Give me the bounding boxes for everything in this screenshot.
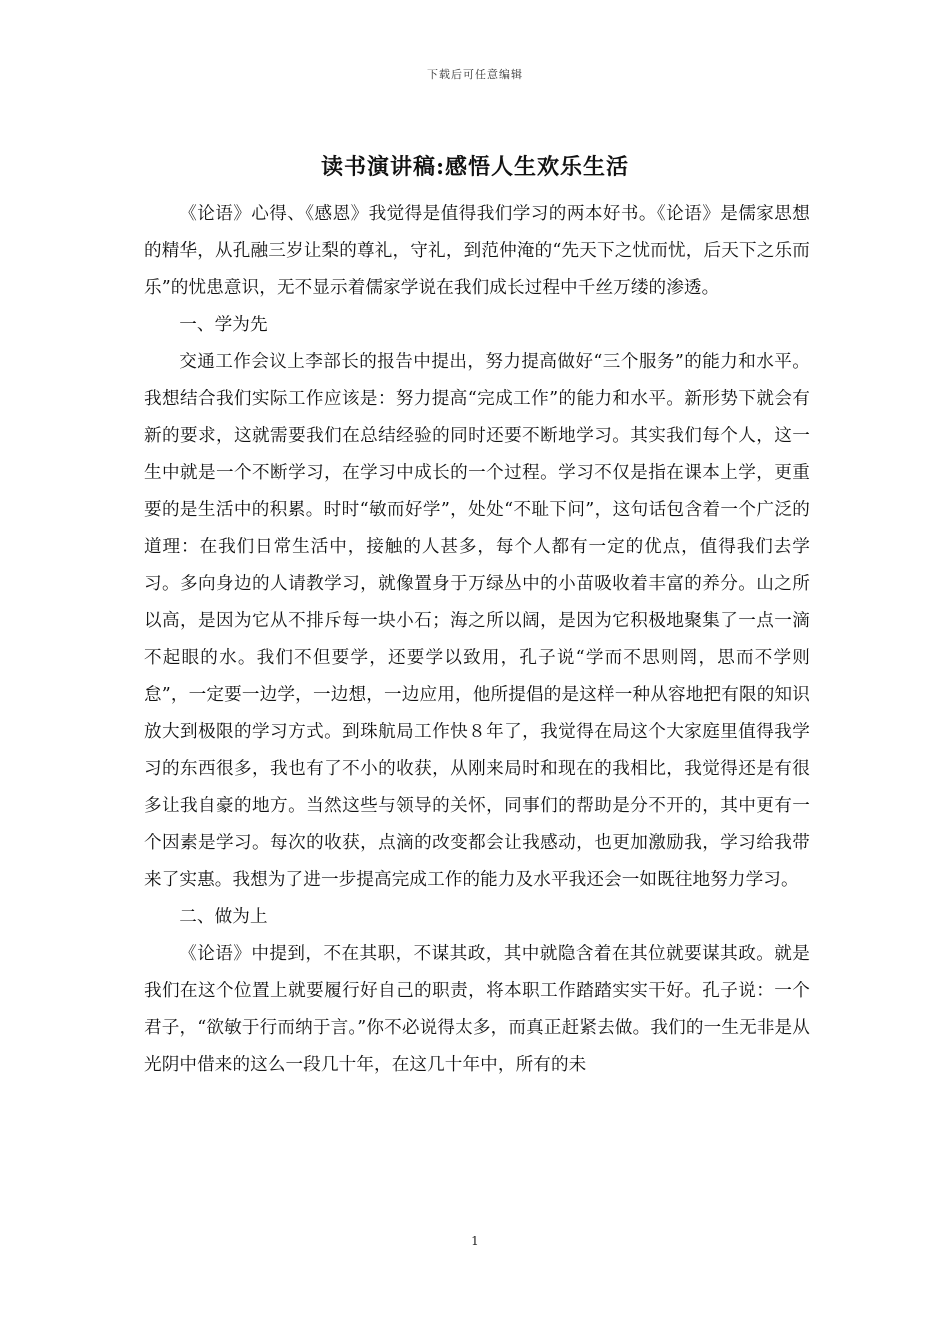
- header-note: 下载后可任意编辑: [427, 68, 523, 81]
- paragraph-section-2: 《论语》中提到，不在其职，不谋其政，其中就隐含着在其位就要谋其政。就是我们在这个位置上就要履行好自己的职责，将本职工作踏踏实实干好。孔子说：一个君子，“欲敏于行而纳于言。”你不必说得太多，而真正赶紧去做。我们的一生无非是从光阴中借来的这么一段几十年，在这几十年中，所有的未: [144, 944, 810, 1075]
- section-heading-1: 一、学为先: [179, 315, 268, 335]
- paragraph-section-1: 交通工作会议上李部长的报告中提出，努力提高做好“三个服务”的能力和水平。我想结合我们实际工作应该是：努力提高“完成工作”的能力和水平。新形势下就会有新的要求，这就需要我们在总结经验的同时还要不断地学习。其实我们每个人，这一生中就是一个不断学习，在学习中成长的一个过程。学习不仅是指在课本上学，更重要的是生活中的积累。时时“敏而好学”，处处“不耻下问”，这句话包含着一个广泛的道理：在我们日常生活中，接触的人甚多，每个人都有一定的优点，值得我们去学习。多向身边的人请教学习，就像置身于万绿丛中的小苗吸收着丰富的养分。山之所以高，是因为它从不排斥每一块小石；海之所以阔，是因为它积极地聚集了一点一滴不起眼的水。我们不但要学，还要学以致用，孔子说“学而不思则罔，思而不学则怠”，一定要一边学，一边想，一边应用，他所提倡的是这样一种从容地把有限的知识放大到极限的学习方式。到珠航局工作快８年了，我觉得在局这个大家庭里值得我学习的东西很多，我也有了不小的收获，从刚来局时和现在的我相比，我觉得还是有很多让我自豪的地方。当然这些与领导的关怀，同事们的帮助是分不开的，其中更有一个因素是学习。每次的收获，点滴的改变都会让我感动，也更加激励我，学习给我带来了实惠。我想为了进一步提高完成工作的能力及水平我还会一如既往地努力学习。: [144, 352, 810, 890]
- section-heading-2: 二、做为上: [179, 907, 268, 927]
- document-title: 读书演讲稿:感悟人生欢乐生活: [320, 154, 630, 180]
- paragraph-intro: 《论语》心得、《感恩》我觉得是值得我们学习的两本好书。《论语》是儒家思想的精华，从孔融三岁让梨的尊礼，守礼，到范仲淹的“先天下之忧而忧，后天下之乐而乐”的忧患意识，无不显示着儒家学说在我们成长过程中千丝万缕的渗透。: [144, 204, 810, 298]
- document-body: [144, 196, 810, 1084]
- page-number: 1: [471, 1234, 479, 1248]
